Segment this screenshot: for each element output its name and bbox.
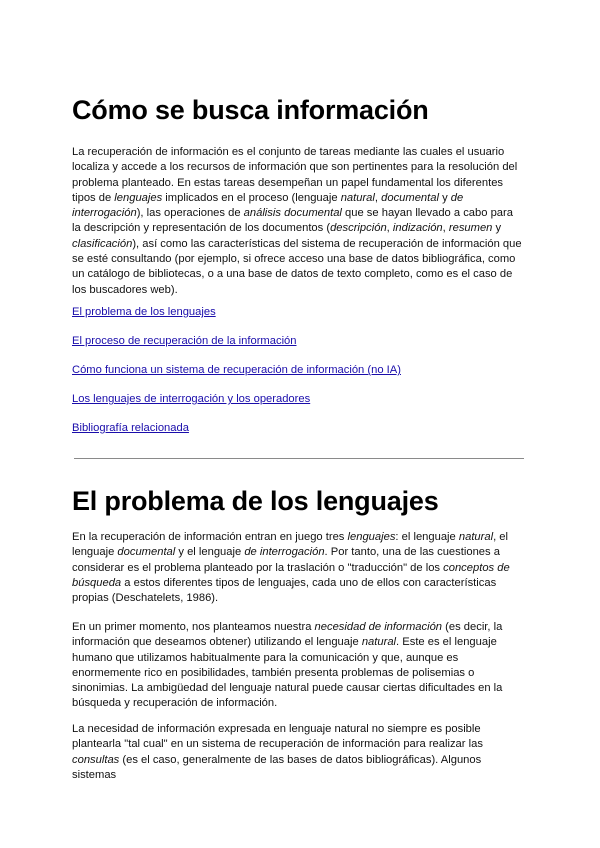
italic-term: de interrogación [244,546,325,559]
text-run: y el lenguaje [175,546,245,559]
italic-term: documental [117,546,176,559]
link-lenguajes-interrogacion[interactable]: Los lenguajes de interrogación y los operadores [72,393,311,405]
section-title-problema: El problema de los lenguajes [72,486,439,516]
link-proceso-recuperacion[interactable]: El proceso de recuperación de la información [72,335,297,347]
paragraph-lenguajes-juego [72,530,527,606]
text-run: . Este es el lenguaje humano que utilizamos habitualmente para la comunicación y que, aunque es enormemente rico en posibilidades, también presenta problemas de polisemias o sinonimias. La ambigüedad del lenguaje natural puede causar ciertas dificultades en la búsqueda y recuperación de información. [72,636,503,710]
italic-term: consultas [72,753,120,766]
text-run: La recuperación de información es el conjunto de tareas mediante las cuales el usuario localiza y accede a los recursos de información que son pertinentes para la resolución del problema planteado. En estas tareas desempeñan un papel fundamental los diferentes tipos de [72,146,518,204]
text-run: ), las operaciones de [136,207,244,220]
text-run: : el lenguaje [395,531,459,543]
link-problema-lenguajes[interactable]: El problema de los lenguajes [72,306,216,318]
text-run: y [438,191,451,204]
text-run: La necesidad de información expresada en lenguaje natural no siempre es posible plantearla "tal cual" en un sistema de recuperación de información para realizar las [72,723,483,751]
text-run: , [442,222,449,235]
italic-term: necesidad de información [314,621,443,633]
italic-term: natural [458,531,494,543]
italic-term: conceptos de búsqueda [72,561,510,589]
italic-term: natural [361,636,397,649]
italic-term: análisis documental [243,207,342,220]
section-title-busca: Cómo se busca información [72,95,429,125]
text-run: (es el caso, generalmente de las bases de datos bibliográficas). Algunos sistemas [72,753,482,781]
text-run: a estos diferentes tipos de lenguajes, cada uno de ellos con características propias (Deschatelets, 1986). [72,576,497,605]
text-run: , el lenguaje [72,531,509,559]
text-run: implicados en el proceso (lenguaje [162,191,341,204]
italic-term: lenguajes [347,531,396,543]
italic-term: documental [381,191,439,204]
text-run: . Por tanto, una de las cuestiones a considerar es el problema planteado por la traslación o "traducción" de los [72,546,500,574]
paragraph-consultas [72,722,527,783]
italic-term: clasificación [72,237,133,250]
section-divider [74,458,524,459]
text-run: , [374,191,382,204]
text-run: ), así como las características del sistema de recuperación de información que se esté consultando (por ejemplo, si ofrece acceso una base de datos bibliográfica, como un catálogo de bibliotecas, o a una base de datos de texto completo, como es el caso de los buscadores web). [72,237,522,296]
italic-term: indización [392,222,443,235]
link-bibliografia[interactable]: Bibliografía relacionada [72,422,189,434]
text-run: (es decir, la información que deseamos obtener) utilizando el lenguaje [72,621,503,649]
text-run: , [386,222,393,235]
text-run: En la recuperación de información entran en juego tres [72,531,348,543]
italic-term: natural [340,191,375,204]
paragraph-necesidad-informacion [72,620,527,712]
link-como-funciona[interactable]: Cómo funciona un sistema de recuperación de información (no IA) [72,364,401,376]
intro-paragraph [72,145,522,298]
section-links [72,305,401,450]
italic-term: descripción [330,222,387,235]
italic-term: de interrogación [72,191,464,220]
italic-term: lenguajes [114,191,163,204]
text-run: y [492,222,502,235]
text-run: que se hayan llevado a cabo para la descripción y representación de los documentos ( [72,207,513,235]
text-run: En un primer momento, nos planteamos nuestra [72,621,315,633]
italic-term: resumen [448,222,493,235]
